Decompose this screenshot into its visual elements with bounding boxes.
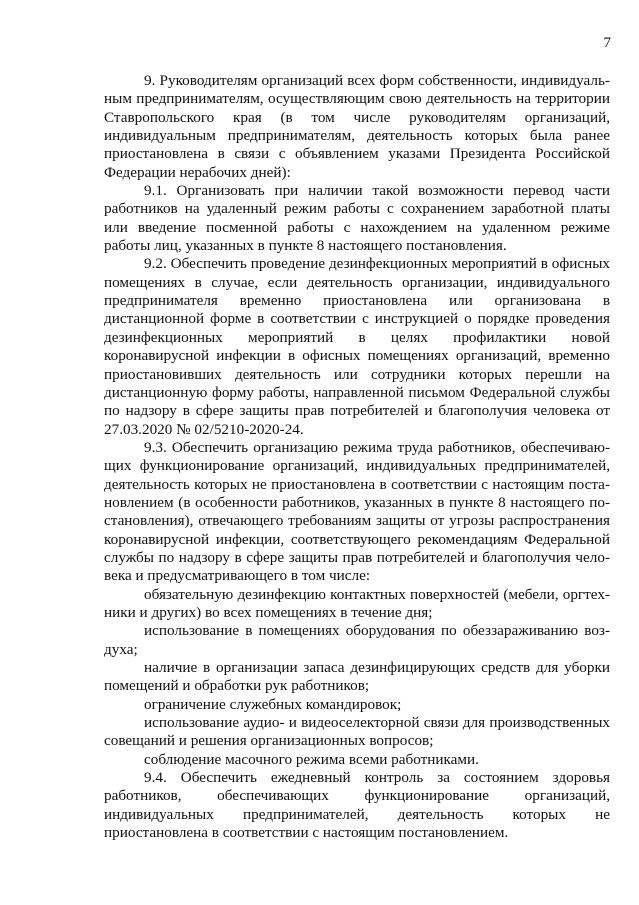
list-item-business-trips: ограничение служебных командировок;	[144, 695, 402, 713]
paragraph-9-2: 9.2. Обеспечить проведение дезинфекционных мероприятий в офисных помещениях в случае, если деятельность организации, индивидуального предпринимателя временно приостановлена или организована в дистанционной форме в соответствии с инструкцией о порядке проведения дезинфекционных мероприятий в целях профилактики новой коронавирусной инфекции в офисных помещениях организаций, временно приостановивших деятельность или сотрудники которых перешли на дистанционную форму работы, направленной письмом Федеральной службы по надзору в сфере защиты прав потребителей и благополучия человека от 27.03.2020 № 02/5210-2020-24.	[104, 255, 610, 438]
list-item-air-decontamination: использование в помещениях оборудования по обеззараживанию воздуха;	[104, 622, 610, 658]
paragraph-9-1: 9.1. Организовать при наличии такой возможности перевод части работников на удаленный режим работы с сохранением заработной платы или введение посменной работы с нахождением на удаленном режиме работы лиц, указанных в пункте 8 настоящего постановления.	[104, 182, 610, 255]
document-body	[104, 72, 610, 842]
paragraph-9-4: 9.4. Обеспечить ежедневный контроль за состоянием здоровья работников, обеспечивающих функционирование организаций, индивидуальных предпринимателей, деятельность которых не приостановлена в соответствии с настоящим постановлением.	[104, 769, 610, 842]
list-item-disinfection: обязательную дезинфекцию контактных поверхностей (мебели, оргтехники и других) во всех помещениях в течение дня;	[104, 585, 610, 621]
list-item-video-conferencing: использование аудио- и видеоселекторной связи для производственных совещаний и решения организационных вопросов;	[104, 714, 610, 750]
page-number: 7	[603, 35, 611, 51]
list-item-disinfectant-supply: наличие в организации запаса дезинфицирующих средств для уборки помещений и обработки рук работников;	[104, 659, 610, 695]
paragraph-9: 9. Руководителям организаций всех форм собственности, индивидуальным предпринимателям, осуществляющим свою деятельность на территории Ставропольского края (в том числе руководителям организаций, индивидуальным предпринимателям, деятельность которых была ранее приостановлена в связи с объявлением указами Президента Российской Федерации нерабочих дней):	[104, 72, 610, 181]
list-item-mask-regime: соблюдение масочного режима всеми работниками.	[144, 750, 479, 768]
paragraph-9-3: 9.3. Обеспечить организацию режима труда работников, обеспечивающих функционирование организаций, индивидуальных предпринимателей, деятельность которых не приостановлена в соответствии с настоящим постановлением (в особенности работников, указанных в пункте 8 настоящего постановления), отвечающего требованиям защиты от угрозы распространения коронавирусной инфекции, соответствующего рекомендациям Федеральной службы по надзору в сфере защиты прав потребителей и благополучия человека и предусматривающего в том числе:	[104, 438, 610, 585]
